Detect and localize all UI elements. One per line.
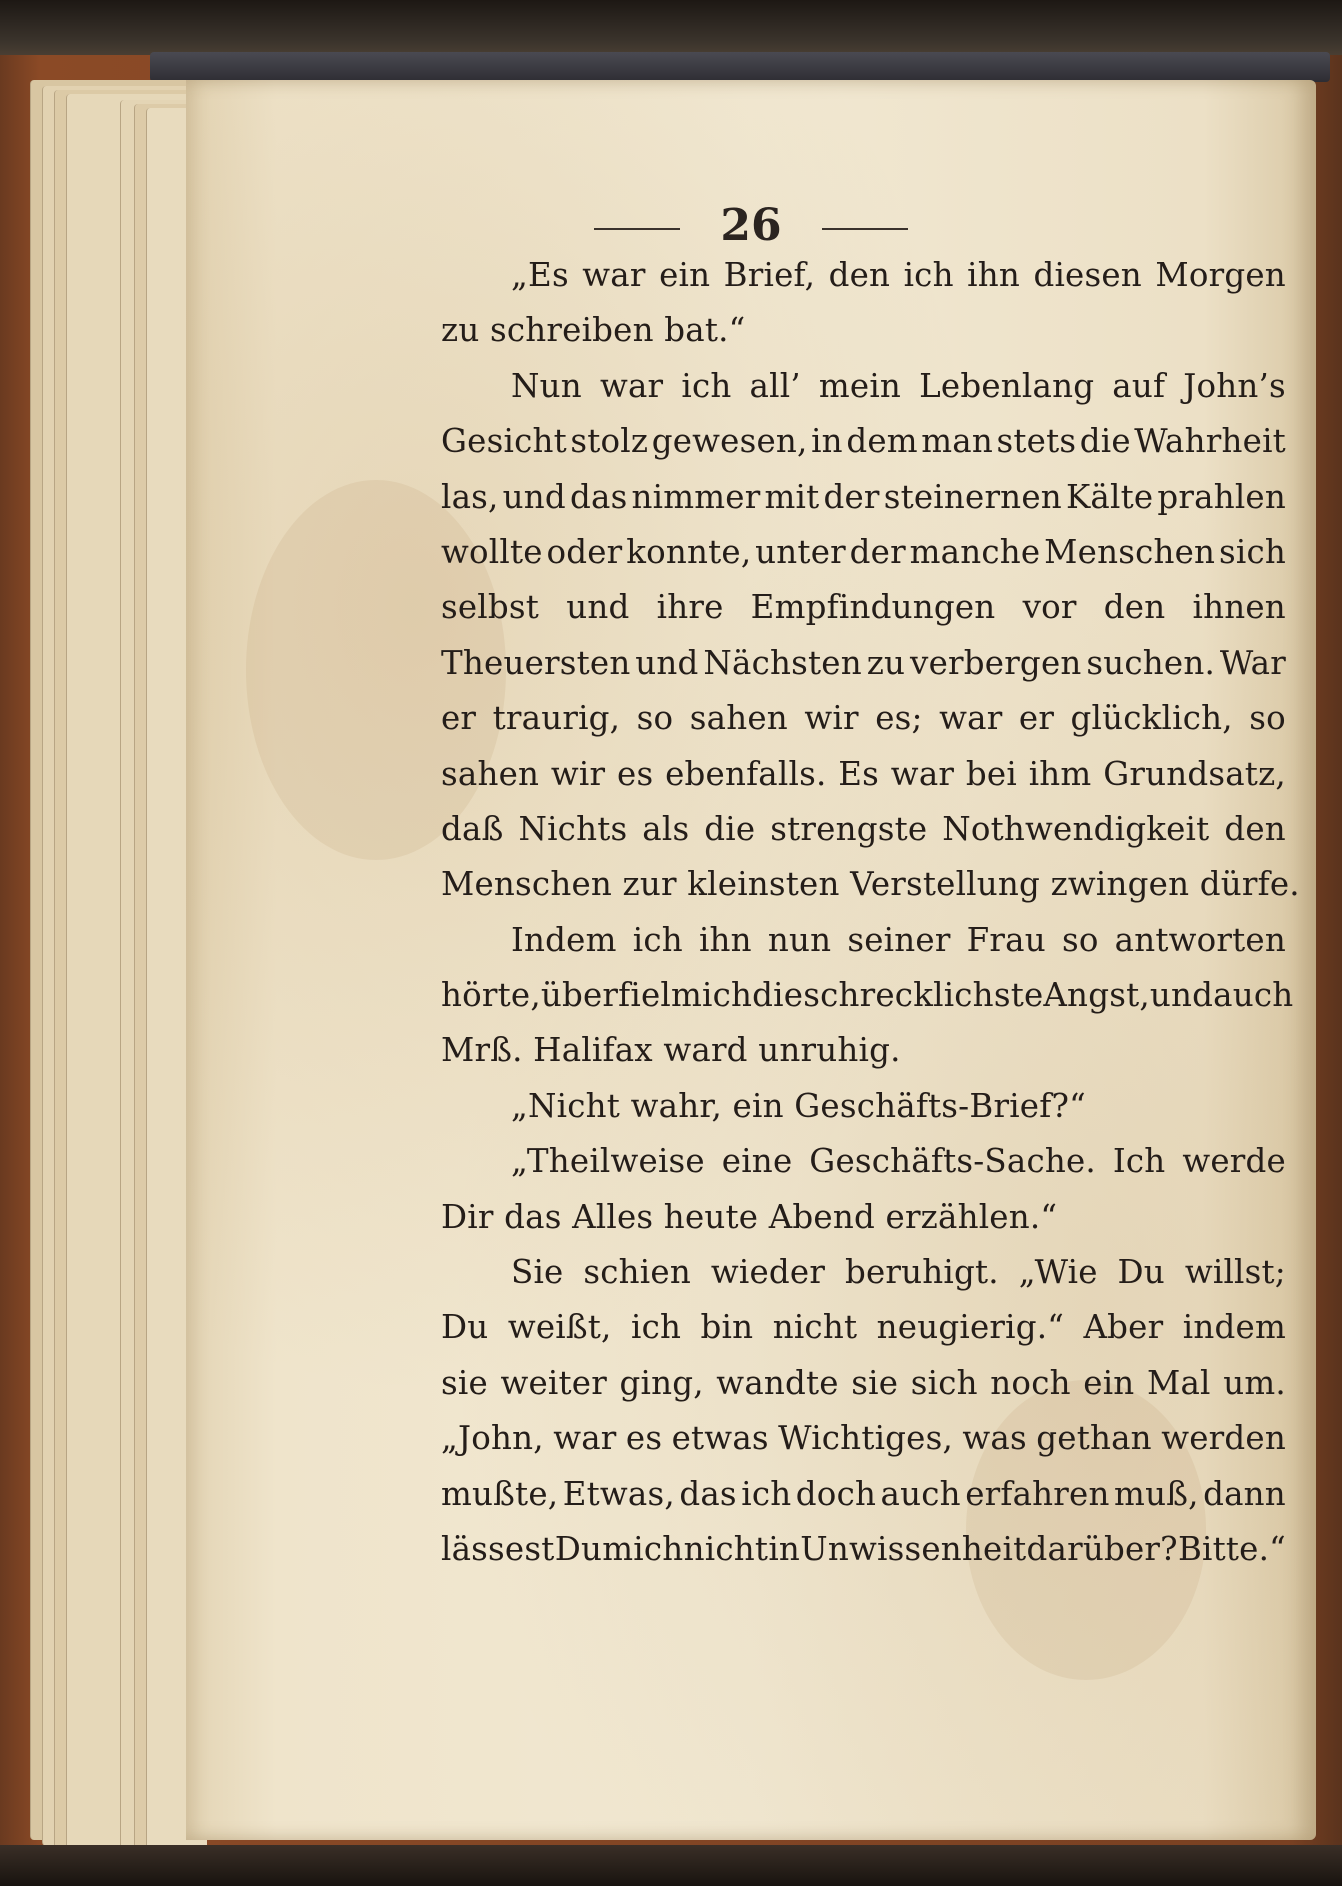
word: indem	[1182, 1308, 1286, 1347]
word: den	[828, 256, 891, 294]
word: gewesen,	[651, 422, 808, 461]
text-line	[441, 691, 1286, 746]
text-line-words	[441, 580, 1286, 635]
word: ihre	[656, 588, 724, 627]
word: ihn	[698, 920, 752, 959]
word: unter	[755, 532, 846, 571]
text-line	[441, 1467, 1286, 1522]
word: Wichtiges,	[778, 1419, 954, 1458]
word: darüber?	[1026, 1529, 1178, 1568]
word: was	[962, 1419, 1027, 1458]
word: ihm	[1028, 754, 1092, 793]
word: und	[635, 643, 699, 682]
word: der	[849, 532, 906, 571]
book-page	[186, 80, 1316, 1840]
word: gethan	[1036, 1419, 1152, 1458]
word: sich	[1218, 532, 1286, 571]
word: das	[679, 1474, 737, 1513]
word: den	[1224, 809, 1286, 848]
text-line	[441, 968, 1294, 1023]
text-line	[441, 525, 1286, 580]
word: Etwas,	[562, 1474, 675, 1513]
word: „Es	[511, 256, 569, 294]
word: „John,	[441, 1419, 544, 1458]
word: mich	[671, 976, 753, 1015]
word: ich	[741, 1474, 792, 1513]
word: das	[570, 477, 628, 516]
text-line-words	[441, 1522, 1286, 1577]
cover-board-bottom	[0, 1845, 1342, 1886]
word: auch	[1213, 976, 1294, 1015]
page-number: 26	[720, 200, 782, 251]
word: auf	[1112, 366, 1166, 405]
word: Angst,	[1043, 976, 1150, 1015]
word: lässest	[441, 1529, 555, 1568]
word: als	[642, 809, 690, 848]
word: weiter	[500, 1363, 607, 1402]
word: es	[625, 1419, 663, 1458]
text-line-words	[441, 470, 1286, 525]
word: doch	[795, 1474, 877, 1513]
text-line	[441, 414, 1286, 469]
header-dash-left	[594, 228, 680, 230]
word: sie	[851, 1363, 899, 1402]
word: um.	[1223, 1363, 1286, 1402]
word: ihnen	[1192, 588, 1286, 627]
word: zu	[866, 643, 906, 682]
word: willst;	[1184, 1253, 1286, 1292]
text-line	[441, 1245, 1286, 1300]
word: glücklich,	[1070, 699, 1233, 738]
word: antworten	[1114, 920, 1286, 959]
text-line-words	[511, 1134, 1286, 1189]
word: ich	[681, 366, 732, 405]
text-line-words	[441, 1467, 1286, 1522]
text-line	[441, 1411, 1286, 1466]
word: etwas	[671, 1419, 769, 1458]
word: nicht	[772, 1308, 858, 1347]
word: sahen	[689, 699, 788, 738]
word: Theuersten	[441, 643, 631, 682]
word: Ich	[1112, 1142, 1166, 1181]
word: man	[921, 422, 994, 461]
word: es;	[875, 699, 923, 738]
word: so	[1061, 920, 1099, 959]
word: vor	[1022, 588, 1077, 627]
word: Nun	[511, 366, 582, 405]
word: es	[617, 754, 654, 793]
text-line: zu schreiben bat.“	[441, 311, 746, 350]
word: eine	[721, 1142, 793, 1181]
header-dash-right	[822, 228, 908, 230]
word: so	[636, 699, 674, 738]
text-line	[441, 359, 1286, 414]
word: Unwissenheit	[800, 1529, 1027, 1568]
text-line	[441, 1356, 1286, 1411]
text-line-words	[441, 525, 1286, 580]
word: Nichts	[518, 809, 628, 848]
word: ging,	[619, 1363, 704, 1402]
word: dann	[1203, 1474, 1286, 1513]
text-line	[441, 580, 1286, 635]
text-line-words	[441, 414, 1286, 469]
word: wollte	[441, 532, 543, 571]
word: „Theilweise	[511, 1142, 705, 1181]
word: dem	[846, 422, 918, 461]
word: konnte,	[626, 532, 752, 571]
word: überfiel	[540, 976, 672, 1015]
text-line-words	[511, 913, 1286, 968]
word: Es	[838, 754, 880, 793]
word: War	[1219, 643, 1286, 682]
word: war	[599, 366, 664, 405]
word: Aber	[1083, 1308, 1164, 1347]
word: war	[939, 699, 1003, 738]
word: Menschen	[1044, 532, 1216, 571]
word: schien	[583, 1253, 691, 1292]
word: sie	[441, 1363, 488, 1402]
word: die	[752, 976, 804, 1015]
word: in	[768, 1529, 801, 1568]
word: las,	[441, 477, 499, 516]
word: mit	[764, 477, 820, 516]
word: wieder	[710, 1253, 826, 1292]
word: selbst	[441, 588, 540, 627]
word: weißt,	[507, 1308, 612, 1347]
word: traurig,	[492, 699, 621, 738]
text-line	[441, 248, 1286, 303]
word: hörte,	[441, 976, 541, 1015]
page-header	[186, 200, 1316, 251]
text-line: Menschen zur kleinsten Verstellung zwingen dürfe.	[441, 865, 1300, 904]
word: so	[1249, 699, 1286, 738]
spine-strip	[150, 52, 1330, 82]
word: prahlen	[1157, 477, 1286, 516]
word: ebenfalls.	[665, 754, 827, 793]
text-line-words	[511, 1245, 1286, 1300]
word: Wahrheit	[1134, 422, 1286, 461]
word: werden	[1161, 1419, 1286, 1458]
text-line-words	[441, 1356, 1286, 1411]
text-line-words	[441, 747, 1286, 802]
text-line	[441, 1522, 1286, 1577]
text-line-words	[441, 1411, 1286, 1466]
word: „Wie	[1018, 1253, 1098, 1292]
word: Mal	[1147, 1363, 1211, 1402]
word: Gesicht	[441, 422, 567, 461]
word: sahen	[441, 754, 540, 793]
word: und	[1149, 976, 1214, 1015]
word: Geschäfts-Sache.	[809, 1142, 1096, 1181]
word: mußte,	[441, 1474, 559, 1513]
word: all’	[749, 366, 801, 405]
text-line: Mrß. Halifax ward unruhig.	[441, 1031, 901, 1070]
word: Du	[554, 1529, 603, 1568]
word: verbergen	[910, 643, 1082, 682]
word: er	[1018, 699, 1055, 738]
word: wandte	[716, 1363, 839, 1402]
text-line-words	[441, 802, 1286, 857]
word: und	[566, 588, 630, 627]
word: oder	[546, 532, 623, 571]
word: beruhigt.	[844, 1253, 999, 1292]
word: Brief,	[723, 256, 816, 294]
text-line-words	[441, 1300, 1286, 1355]
word: ein	[1083, 1363, 1135, 1402]
text-line	[441, 913, 1286, 968]
word: stets	[996, 422, 1077, 461]
word: bei	[965, 754, 1017, 793]
text-line-words	[441, 968, 1294, 1023]
word: den	[1103, 588, 1166, 627]
word: neugierig.“	[876, 1308, 1065, 1347]
word: wir	[550, 754, 606, 793]
word: Morgen	[1155, 256, 1286, 294]
word: ihn	[967, 256, 1021, 294]
word: werde	[1182, 1142, 1286, 1181]
text-line-words	[441, 691, 1286, 746]
word: Indem	[511, 920, 617, 959]
word: die	[1079, 422, 1131, 461]
word: sich	[910, 1363, 978, 1402]
text-line-words	[511, 248, 1286, 303]
word: erfahren	[965, 1474, 1110, 1513]
word: daß	[441, 809, 504, 848]
word: nun	[767, 920, 832, 959]
text-line	[441, 1134, 1286, 1189]
word: ich	[630, 1308, 682, 1347]
word: manche	[909, 532, 1041, 571]
word: Sie	[511, 1253, 564, 1292]
word: er	[441, 699, 477, 738]
word: bin	[700, 1308, 754, 1347]
word: war	[582, 256, 646, 294]
text-line	[441, 747, 1286, 802]
word: ein	[659, 256, 711, 294]
word: wir	[804, 699, 859, 738]
word: ich	[632, 920, 683, 959]
word: und	[502, 477, 566, 516]
word: Frau	[966, 920, 1046, 959]
text-line-words	[441, 636, 1286, 691]
word: strengste	[770, 809, 928, 848]
word: suchen.	[1086, 643, 1215, 682]
word: Nothwendigkeit	[942, 809, 1210, 848]
word: die	[704, 809, 756, 848]
text-line	[441, 470, 1286, 525]
word: noch	[990, 1363, 1071, 1402]
word: John’s	[1183, 366, 1286, 405]
word: Empfindungen	[750, 588, 996, 627]
text-line	[441, 802, 1286, 857]
word: seiner	[847, 920, 951, 959]
word: Nächsten	[703, 643, 862, 682]
word: der	[823, 477, 880, 516]
text-line-words	[511, 359, 1286, 414]
word: nimmer	[631, 477, 761, 516]
page-body-text	[441, 248, 1300, 1577]
word: stolz	[570, 422, 649, 461]
word: diesen	[1033, 256, 1142, 294]
word: schrecklichste	[803, 976, 1044, 1015]
word: Du	[1117, 1253, 1165, 1292]
text-line	[441, 636, 1286, 691]
word: Bitte.“	[1177, 1529, 1286, 1568]
word: Kälte	[1065, 477, 1154, 516]
word: Grundsatz,	[1103, 754, 1286, 793]
word: mein	[818, 366, 902, 405]
word: nicht	[683, 1529, 769, 1568]
word: auch	[880, 1474, 961, 1513]
word: war	[553, 1419, 617, 1458]
word: muß,	[1114, 1474, 1199, 1513]
text-line: „Nicht wahr, ein Geschäfts-Brief?“	[511, 1086, 1086, 1125]
word: war	[890, 754, 955, 793]
word: mich	[602, 1529, 684, 1568]
word: Lebenlang	[919, 366, 1095, 405]
text-line	[441, 1300, 1286, 1355]
word: Du	[441, 1308, 489, 1347]
word: in	[811, 422, 843, 461]
word: ich	[903, 256, 954, 294]
word: steinernen	[883, 477, 1062, 516]
text-line: Dir das Alles heute Abend erzählen.“	[441, 1197, 1058, 1236]
